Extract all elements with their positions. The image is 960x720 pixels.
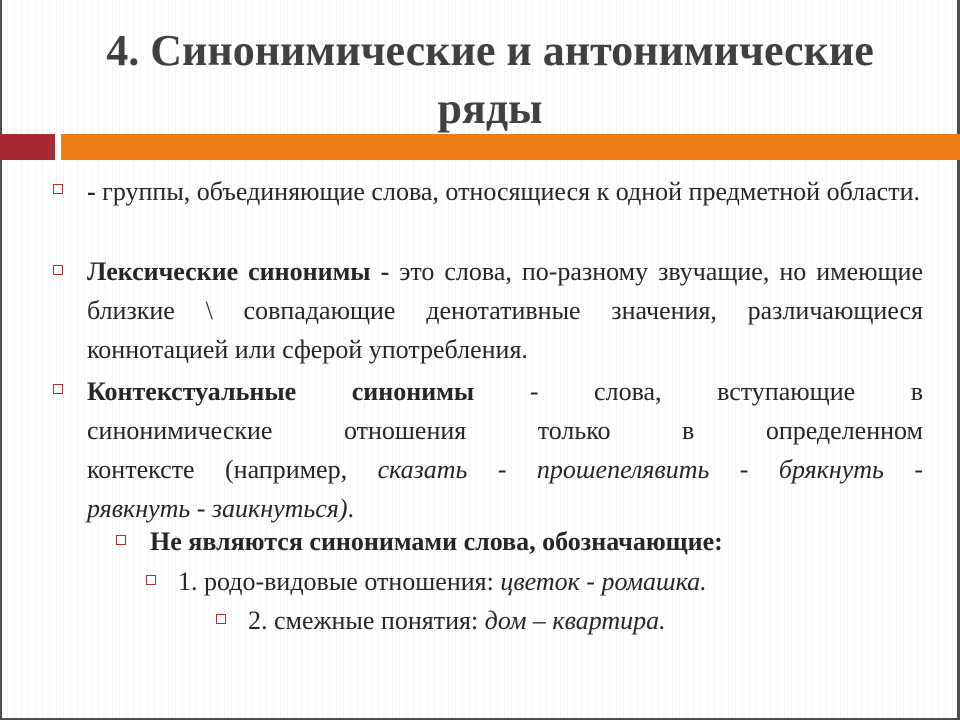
example-words: цветок - ромашка. [500,567,707,596]
item-line-1 [87,372,923,411]
item-text: группы, объединяющие слова, относящиеся к одной предметной области. [95,177,920,206]
bullet-item-contextual-synonyms [87,372,923,528]
sub-item-text: 2. смежные понятия: [248,606,485,635]
example-words: сказать - прошепелявить - брякнуть - [377,455,924,484]
example-words: рявкнуть - заикнуться) [87,494,348,523]
bullet-item-groups [87,172,923,211]
sub-heading-text: Не являются синонимами слова, обозначающие: [150,527,723,556]
slide-title [60,22,920,138]
sub-item-adjacent-concepts [248,603,928,639]
square-bullet-icon [53,384,63,394]
item-text: контексте (например, [87,455,378,484]
item-bold: Контекстуальные синонимы [87,377,475,406]
item-text: это слова, по-разному звучащие, но имеющие близкие \ совпадающие денотативные значения, различающиеся коннотацией или сферой употребления. [87,257,924,364]
sub-heading [150,524,910,560]
accent-bar-orange [61,134,960,160]
item-text: - слова, вступающие в [474,377,923,406]
square-bullet-icon [53,184,63,194]
item-line-2: синонимические отношения только в определенном [87,416,923,445]
item-line-4 [87,489,923,528]
item-text: . [347,494,355,523]
square-bullet-icon [216,614,226,624]
square-bullet-icon [116,535,126,545]
example-words: дом – квартира. [484,606,666,635]
accent-bar-red [0,134,55,160]
title-line-2: ряды [437,84,543,133]
item-bold: - [87,177,96,206]
sub-item-genus-species [178,564,918,600]
item-bold: Лексические синонимы - [87,257,390,286]
item-line-3 [87,450,923,489]
square-bullet-icon [146,575,156,585]
bullet-item-lexical-synonyms [87,252,923,369]
title-line-1: 4. Синонимические и антонимические [106,26,874,75]
sub-item-text: 1. родо-видовые отношения: [178,567,501,596]
frame-left-border [0,0,2,720]
square-bullet-icon [53,265,63,275]
